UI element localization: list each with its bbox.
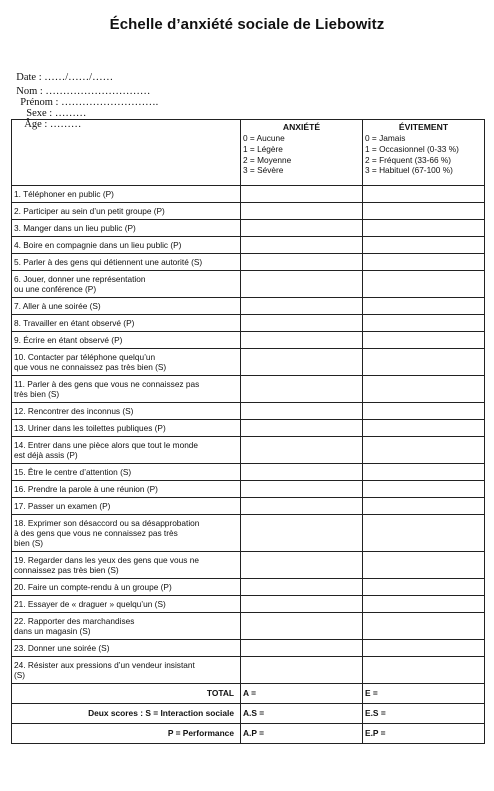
item-label: 17. Passer un examen (P)	[12, 498, 241, 515]
anxiete-scale	[243, 133, 360, 176]
table-row	[12, 596, 485, 613]
evitement-score-cell[interactable]	[363, 186, 485, 203]
anxiete-score-cell[interactable]	[241, 203, 363, 220]
total-label: TOTAL	[12, 684, 241, 704]
evitement-score-cell[interactable]	[363, 464, 485, 481]
evitement-score-cell[interactable]	[363, 315, 485, 332]
table-row	[12, 332, 485, 349]
table-row	[12, 186, 485, 203]
anxiete-score-cell[interactable]	[241, 271, 363, 298]
evitement-score-cell[interactable]	[363, 349, 485, 376]
anxiete-scale-3: 3 = Sévère	[243, 165, 284, 176]
table-row	[12, 376, 485, 403]
anxiete-score-cell[interactable]	[241, 613, 363, 640]
anxiete-score-cell[interactable]	[241, 220, 363, 237]
anxiete-score-cell[interactable]	[241, 254, 363, 271]
table-row	[12, 579, 485, 596]
table-row	[12, 464, 485, 481]
anxiete-score-cell[interactable]	[241, 315, 363, 332]
item-label: 10. Contacter par téléphone quelqu’un que vous ne connaissez pas très bien (S)	[12, 349, 241, 376]
evitement-scale-3: 3 = Habituel (67-100 %)	[365, 165, 453, 176]
anxiete-title: ANXIÉTÉ	[282, 122, 321, 132]
item-label: 8. Travailler en étant observé (P)	[12, 315, 241, 332]
anxiete-score-cell[interactable]	[241, 464, 363, 481]
evitement-score-cell[interactable]	[363, 332, 485, 349]
anxiete-scale-1: 1 = Légère	[243, 143, 283, 154]
evitement-score-cell[interactable]	[363, 596, 485, 613]
item-label: 24. Résister aux pressions d’un vendeur insistant (S)	[12, 657, 241, 684]
item-label: 15. Être le centre d’attention (S)	[12, 464, 241, 481]
total-anxiete-field[interactable]: A =	[241, 684, 363, 704]
anxiete-score-cell[interactable]	[241, 657, 363, 684]
evitement-score-cell[interactable]	[363, 403, 485, 420]
anxiete-score-cell[interactable]	[241, 579, 363, 596]
anxiete-score-cell[interactable]	[241, 596, 363, 613]
table-row	[12, 237, 485, 254]
sexe-field[interactable]: Sexe : ………	[26, 108, 87, 119]
performance-score-row	[12, 724, 485, 744]
item-label: 5. Parler à des gens qui détiennent une autorité (S)	[12, 254, 241, 271]
table-row	[12, 349, 485, 376]
item-label: 12. Rencontrer des inconnus (S)	[12, 403, 241, 420]
table-row	[12, 254, 485, 271]
performance-label: P = Performance	[12, 724, 241, 744]
evitement-score-cell[interactable]	[363, 271, 485, 298]
anxiete-scale-2: 2 = Moyenne	[243, 154, 292, 165]
social-evitement-field[interactable]: E.S =	[363, 704, 485, 724]
item-label: 4. Boire en compagnie dans un lieu public (P)	[12, 237, 241, 254]
evitement-scale	[365, 133, 482, 176]
nom-field[interactable]: Nom : …………………………	[16, 86, 151, 97]
prenom-field[interactable]: Prénom : ……………………….	[20, 97, 159, 108]
evitement-score-cell[interactable]	[363, 376, 485, 403]
anxiete-score-cell[interactable]	[241, 420, 363, 437]
scale-table	[11, 119, 485, 744]
table-row	[12, 515, 485, 552]
age-field[interactable]: Âge : ………	[24, 119, 82, 130]
table-header-row	[12, 120, 485, 186]
item-label: 7. Aller à une soirée (S)	[12, 298, 241, 315]
table-row	[12, 613, 485, 640]
evitement-score-cell[interactable]	[363, 420, 485, 437]
table-row	[12, 498, 485, 515]
table-row	[12, 481, 485, 498]
anxiete-score-cell[interactable]	[241, 237, 363, 254]
page-title: Échelle d’anxiété sociale de Liebowitz	[109, 16, 385, 33]
evitement-score-cell[interactable]	[363, 481, 485, 498]
anxiete-score-cell[interactable]	[241, 186, 363, 203]
anxiete-score-cell[interactable]	[241, 403, 363, 420]
evitement-score-cell[interactable]	[363, 657, 485, 684]
anxiete-score-cell[interactable]	[241, 376, 363, 403]
evitement-scale-1: 1 = Occasionnel (0-33 %)	[365, 143, 459, 154]
total-row	[12, 684, 485, 704]
evitement-scale-0: 0 = Jamais	[365, 133, 406, 143]
table-row	[12, 203, 485, 220]
anxiete-score-cell[interactable]	[241, 437, 363, 464]
evitement-score-cell[interactable]	[363, 220, 485, 237]
evitement-score-cell[interactable]	[363, 298, 485, 315]
item-label: 14. Entrer dans une pièce alors que tout le monde est déjà assis (P)	[12, 437, 241, 464]
item-label: 13. Uriner dans les toilettes publiques (P)	[12, 420, 241, 437]
item-label: 6. Jouer, donner une représentation ou une conférence (P)	[12, 271, 241, 298]
evitement-score-cell[interactable]	[363, 613, 485, 640]
anxiete-score-cell[interactable]	[241, 298, 363, 315]
item-label: 19. Regarder dans les yeux des gens que vous ne connaissez pas très bien (S)	[12, 552, 241, 579]
evitement-scale-2: 2 = Fréquent (33-66 %)	[365, 154, 452, 165]
date-label: Date : ……/……/……	[16, 72, 114, 83]
blank-header-cell	[12, 120, 241, 186]
evitement-score-cell[interactable]	[363, 515, 485, 552]
anxiete-header-cell	[241, 120, 363, 186]
evitement-title: ÉVITEMENT	[398, 122, 449, 132]
table-row	[12, 420, 485, 437]
table-row	[12, 437, 485, 464]
evitement-score-cell[interactable]	[363, 254, 485, 271]
table-row	[12, 298, 485, 315]
evitement-score-cell[interactable]	[363, 640, 485, 657]
social-label: Deux scores : S = Interaction sociale	[12, 704, 241, 724]
evitement-score-cell[interactable]	[363, 579, 485, 596]
evitement-header-cell	[363, 120, 485, 186]
anxiete-scale-0: 0 = Aucune	[243, 133, 285, 143]
anxiete-score-cell[interactable]	[241, 515, 363, 552]
table-row	[12, 657, 485, 684]
total-evitement-field[interactable]: E =	[363, 684, 485, 704]
item-label: 18. Exprimer son désaccord ou sa désapprobation à des gens que vous ne connaissez pas très bien (S)	[12, 515, 241, 552]
social-anxiete-field[interactable]: A.S =	[241, 704, 363, 724]
item-label: 23. Donner une soirée (S)	[12, 640, 241, 657]
evitement-score-cell[interactable]	[363, 237, 485, 254]
item-label: 11. Parler à des gens que vous ne connaissez pas très bien (S)	[12, 376, 241, 403]
anxiete-score-cell[interactable]	[241, 552, 363, 579]
performance-evitement-field[interactable]: E.P =	[363, 724, 485, 744]
scale-table-body	[12, 120, 485, 744]
anxiete-score-cell[interactable]	[241, 498, 363, 515]
item-label: 22. Rapporter des marchandises dans un magasin (S)	[12, 613, 241, 640]
anxiete-score-cell[interactable]	[241, 332, 363, 349]
social-score-row	[12, 704, 485, 724]
table-row	[12, 220, 485, 237]
table-row	[12, 640, 485, 657]
anxiete-score-cell[interactable]	[241, 349, 363, 376]
anxiete-score-cell[interactable]	[241, 481, 363, 498]
table-row	[12, 271, 485, 298]
evitement-score-cell[interactable]	[363, 552, 485, 579]
table-row	[12, 315, 485, 332]
item-label: 9. Écrire en étant observé (P)	[12, 332, 241, 349]
evitement-score-cell[interactable]	[363, 437, 485, 464]
item-label: 21. Essayer de « draguer » quelqu’un (S)	[12, 596, 241, 613]
item-label: 3. Manger dans un lieu public (P)	[12, 220, 241, 237]
item-label: 16. Prendre la parole à une réunion (P)	[12, 481, 241, 498]
evitement-score-cell[interactable]	[363, 498, 485, 515]
performance-anxiete-field[interactable]: A.P =	[241, 724, 363, 744]
anxiete-score-cell[interactable]	[241, 640, 363, 657]
evitement-score-cell[interactable]	[363, 203, 485, 220]
item-label: 2. Participer au sein d’un petit groupe (P)	[12, 203, 241, 220]
table-row	[12, 403, 485, 420]
item-label: 20. Faire un compte-rendu à un groupe (P)	[12, 579, 241, 596]
table-row	[12, 552, 485, 579]
item-label: 1. Téléphoner en public (P)	[12, 186, 241, 203]
